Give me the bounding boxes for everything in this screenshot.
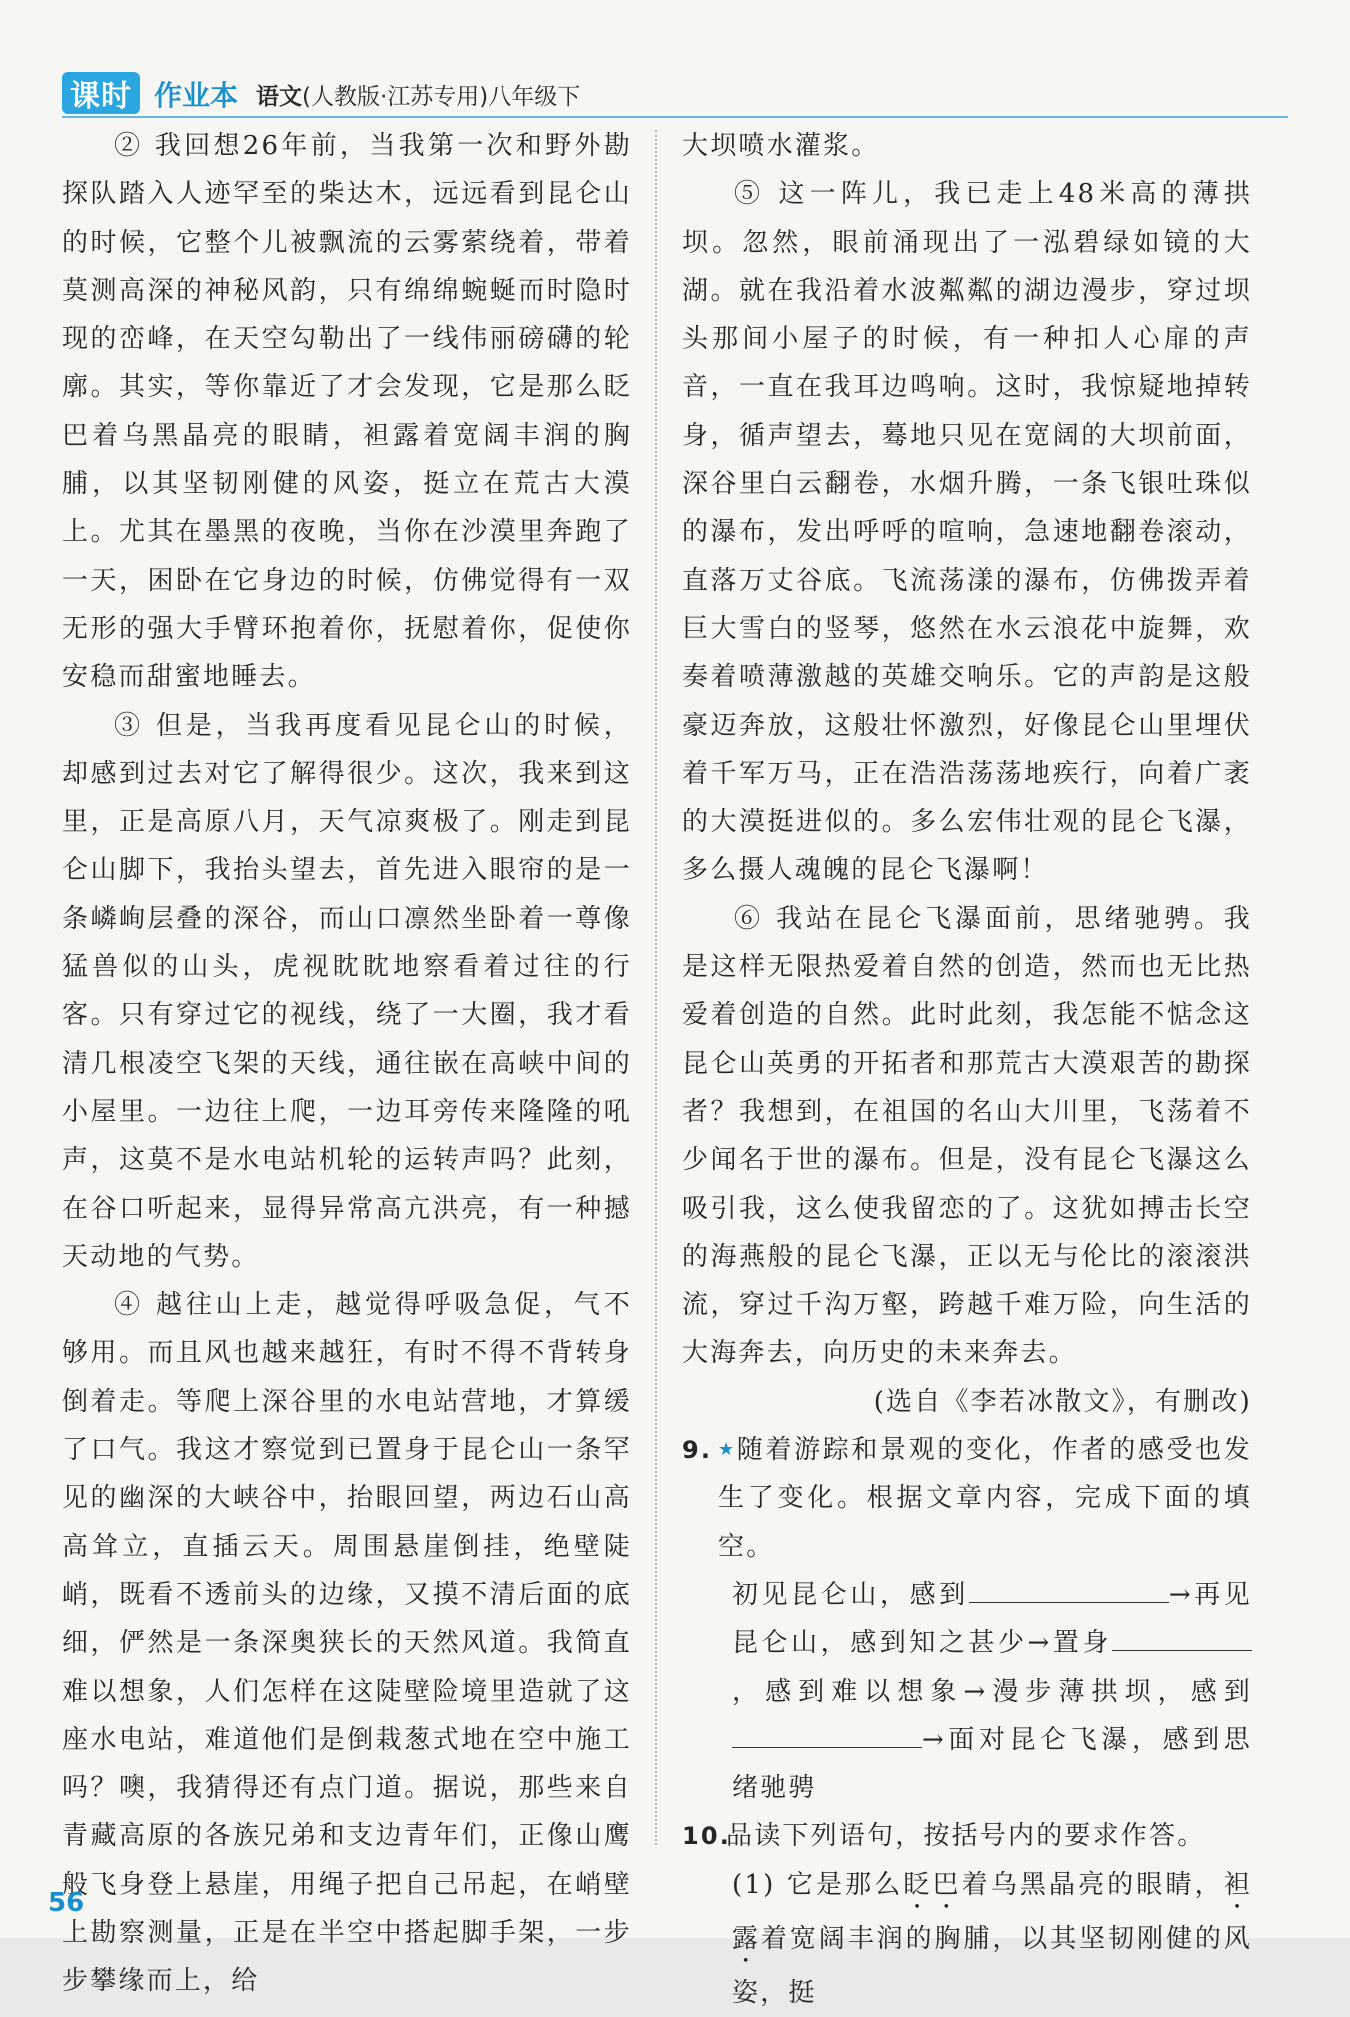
question-9	[682, 1426, 1252, 1571]
item-1-text-c: 着宽阔丰润的胸脯，以其坚韧刚健的风姿，挺	[732, 1923, 1252, 2008]
header-rule	[62, 116, 1288, 118]
answer-blank-3[interactable]	[732, 1717, 922, 1748]
paragraph-4: ④ 越往山上走，越觉得呼吸急促，气不够用。而且风也越来越狂，有时不得不背转身倒着走。等爬上深谷里的水电站营地，才算缓了口气。我这才察觉到已置身于昆仑山一条罕见的幽深的大峡谷中，抬眼回望，两边石山高高耸立，直插云天。周围悬崖倒挂，绝壁陡峭，既看不透前头的边缘，又摸不清后面的底细，俨然是一条深奥狭长的天然风道。我简直难以想象，人们怎样在这陡壁险境里造就了这座水电站，难道他们是倒栽葱式地在空中施工吗？噢，我猜得还有点门道。据说，那些来自青藏高原的各族兄弟和支边青年们，正像山鹰般飞身登上悬崖，用绳子把自己吊起，在峭壁上勘察测量，正是在半空中搭起脚手架，一步步攀缘而上，给	[62, 1290, 632, 1997]
page-number: 56	[48, 1888, 85, 1918]
question-10-stem: 品读下列语句，按括号内的要求作答。	[726, 1821, 1206, 1852]
answer-blank-2[interactable]	[1112, 1620, 1252, 1651]
star-icon: ★	[718, 1439, 737, 1461]
answer-blank-1[interactable]	[969, 1572, 1169, 1603]
column-divider	[655, 130, 657, 1845]
subject-bold: 语文	[256, 84, 303, 110]
emphasized-word-2: 袒露	[732, 1869, 1252, 1954]
paragraph-6: ⑥ 我站在昆仑飞瀑面前，思绪驰骋。我是这样无限热爱着自然的创造，然而也无比热爱着创造的自然。此时此刻，我怎能不惦念这昆仑山英勇的开拓者和那荒古大漠艰苦的勘探者？我想到，在祖国的名山大川里，飞荡着不少闻名于世的瀑布。但是，没有昆仑飞瀑这么吸引我，这么使我留恋的了。这犹如搏击长空的海燕般的昆仑飞瀑，正以无与伦比的滚滚洪流，穿过千沟万壑，跨越千难万险，向生活的大海奔去，向历史的未来奔去。	[682, 903, 1252, 1369]
fill-text-4: →面对昆仑飞瀑，感到思绪驰骋	[732, 1724, 1252, 1804]
item-1-text-b: 着乌黑晶亮的眼睛，	[961, 1869, 1224, 1900]
subject-label	[256, 78, 580, 114]
paragraph-5: ⑤ 这一阵儿，我已走上48米高的薄拱坝。忽然，眼前涌现出了一泓碧绿如镜的大湖。就在我沿着水波粼粼的湖边漫步，穿过坝头那间小屋子的时候，有一种扣人心扉的声音，一直在我耳边鸣响。这时，我惊疑地掉转身，循声望去，蓦地只见在宽阔的大坝前面，深谷里白云翻卷，水烟升腾，一条飞银吐珠似的瀑布，发出呼呼的喧响，急速地翻卷滚动，直落万丈谷底。飞流荡漾的瀑布，仿佛拨弄着巨大雪白的竖琴，悠然在水云浪花中旋舞，欢奏着喷薄激越的英雄交响乐。它的声韵是这般豪迈奔放，这般壮怀激烈，好像昆仑山里埋伏着千军万马，正在浩浩荡荡地疾行，向着广袤的大漠挺进似的。多么宏伟壮观的昆仑飞瀑，多么摄人魂魄的昆仑飞瀑啊！	[682, 179, 1252, 886]
paragraph-4-end: 大坝喷水灌浆。	[682, 131, 880, 161]
item-1-text-a: (1) 它是那么	[732, 1869, 904, 1900]
source-citation: (选自《李若冰散文》，有删改)	[873, 1386, 1252, 1417]
question-10-number: 10.	[682, 1822, 732, 1851]
header	[62, 72, 580, 114]
fill-text-2: →再见昆仑山，感到知之甚少→置身	[732, 1579, 1252, 1659]
question-10-item-1	[682, 1861, 1252, 2017]
paragraph-2: ② 我回想26年前，当我第一次和野外勘探队踏入人迹罕至的柴达木，远远看到昆仑山的时候，它整个儿被飘流的云雾萦绕着，带着莫测高深的神秘风韵，只有绵绵蜿蜒而时隐时现的峦峰，在天空勾勒出了一线伟丽磅礴的轮廓。其实，等你靠近了才会发现，它是那么眨巴着乌黑晶亮的眼睛，袒露着宽阔丰润的胸脯，以其坚韧刚健的风姿，挺立在荒古大漠上。尤其在墨黑的夜晚，当你在沙漠里奔跑了一天，困卧在它身边的时候，仿佛觉得有一双无形的强大手臂环抱着你，抚慰着你，促使你安稳而甜蜜地睡去。	[62, 131, 632, 693]
question-9-stem	[718, 1426, 1252, 1571]
subject-edition: (人教版·江苏专用)八年级下	[302, 84, 581, 110]
fill-text-1: 初见昆仑山，感到	[732, 1579, 969, 1610]
brand-text: 课时	[70, 79, 132, 114]
left-column	[62, 122, 632, 2006]
question-10	[682, 1812, 1252, 1860]
fill-text-3: ，感到难以想象→漫步薄拱坝，感到	[732, 1676, 1252, 1707]
brand-subtitle: 作业本	[154, 79, 239, 112]
question-9-fill	[682, 1571, 1252, 1812]
question-9-number: 9.	[682, 1436, 713, 1465]
question-9-text: 随着游踪和景观的变化，作者的感受也发生了变化。根据文章内容，完成下面的填空。	[718, 1435, 1252, 1562]
brand-logo	[62, 72, 140, 114]
right-column	[682, 122, 1252, 2017]
paragraph-3: ③ 但是，当我再度看见昆仑山的时候，却感到过去对它了解得很少。这次，我来到这里，正是高原八月，天气凉爽极了。刚走到昆仑山脚下，我抬头望去，首先进入眼帘的是一条嶙峋层叠的深谷，而山口凛然坐卧着一尊像猛兽似的山头，虎视眈眈地察看着过往的行客。只有穿过它的视线，绕了一大圈，我才看清几根凌空飞架的天线，通往嵌在高峡中间的小屋里。一边往上爬，一边耳旁传来隆隆的吼声，这莫不是水电站机轮的运转声吗？此刻，在谷口听起来，显得异常高亢洪亮，有一种撼天动地的气势。	[62, 710, 632, 1272]
emphasized-word-1: 眨巴	[903, 1869, 962, 1900]
